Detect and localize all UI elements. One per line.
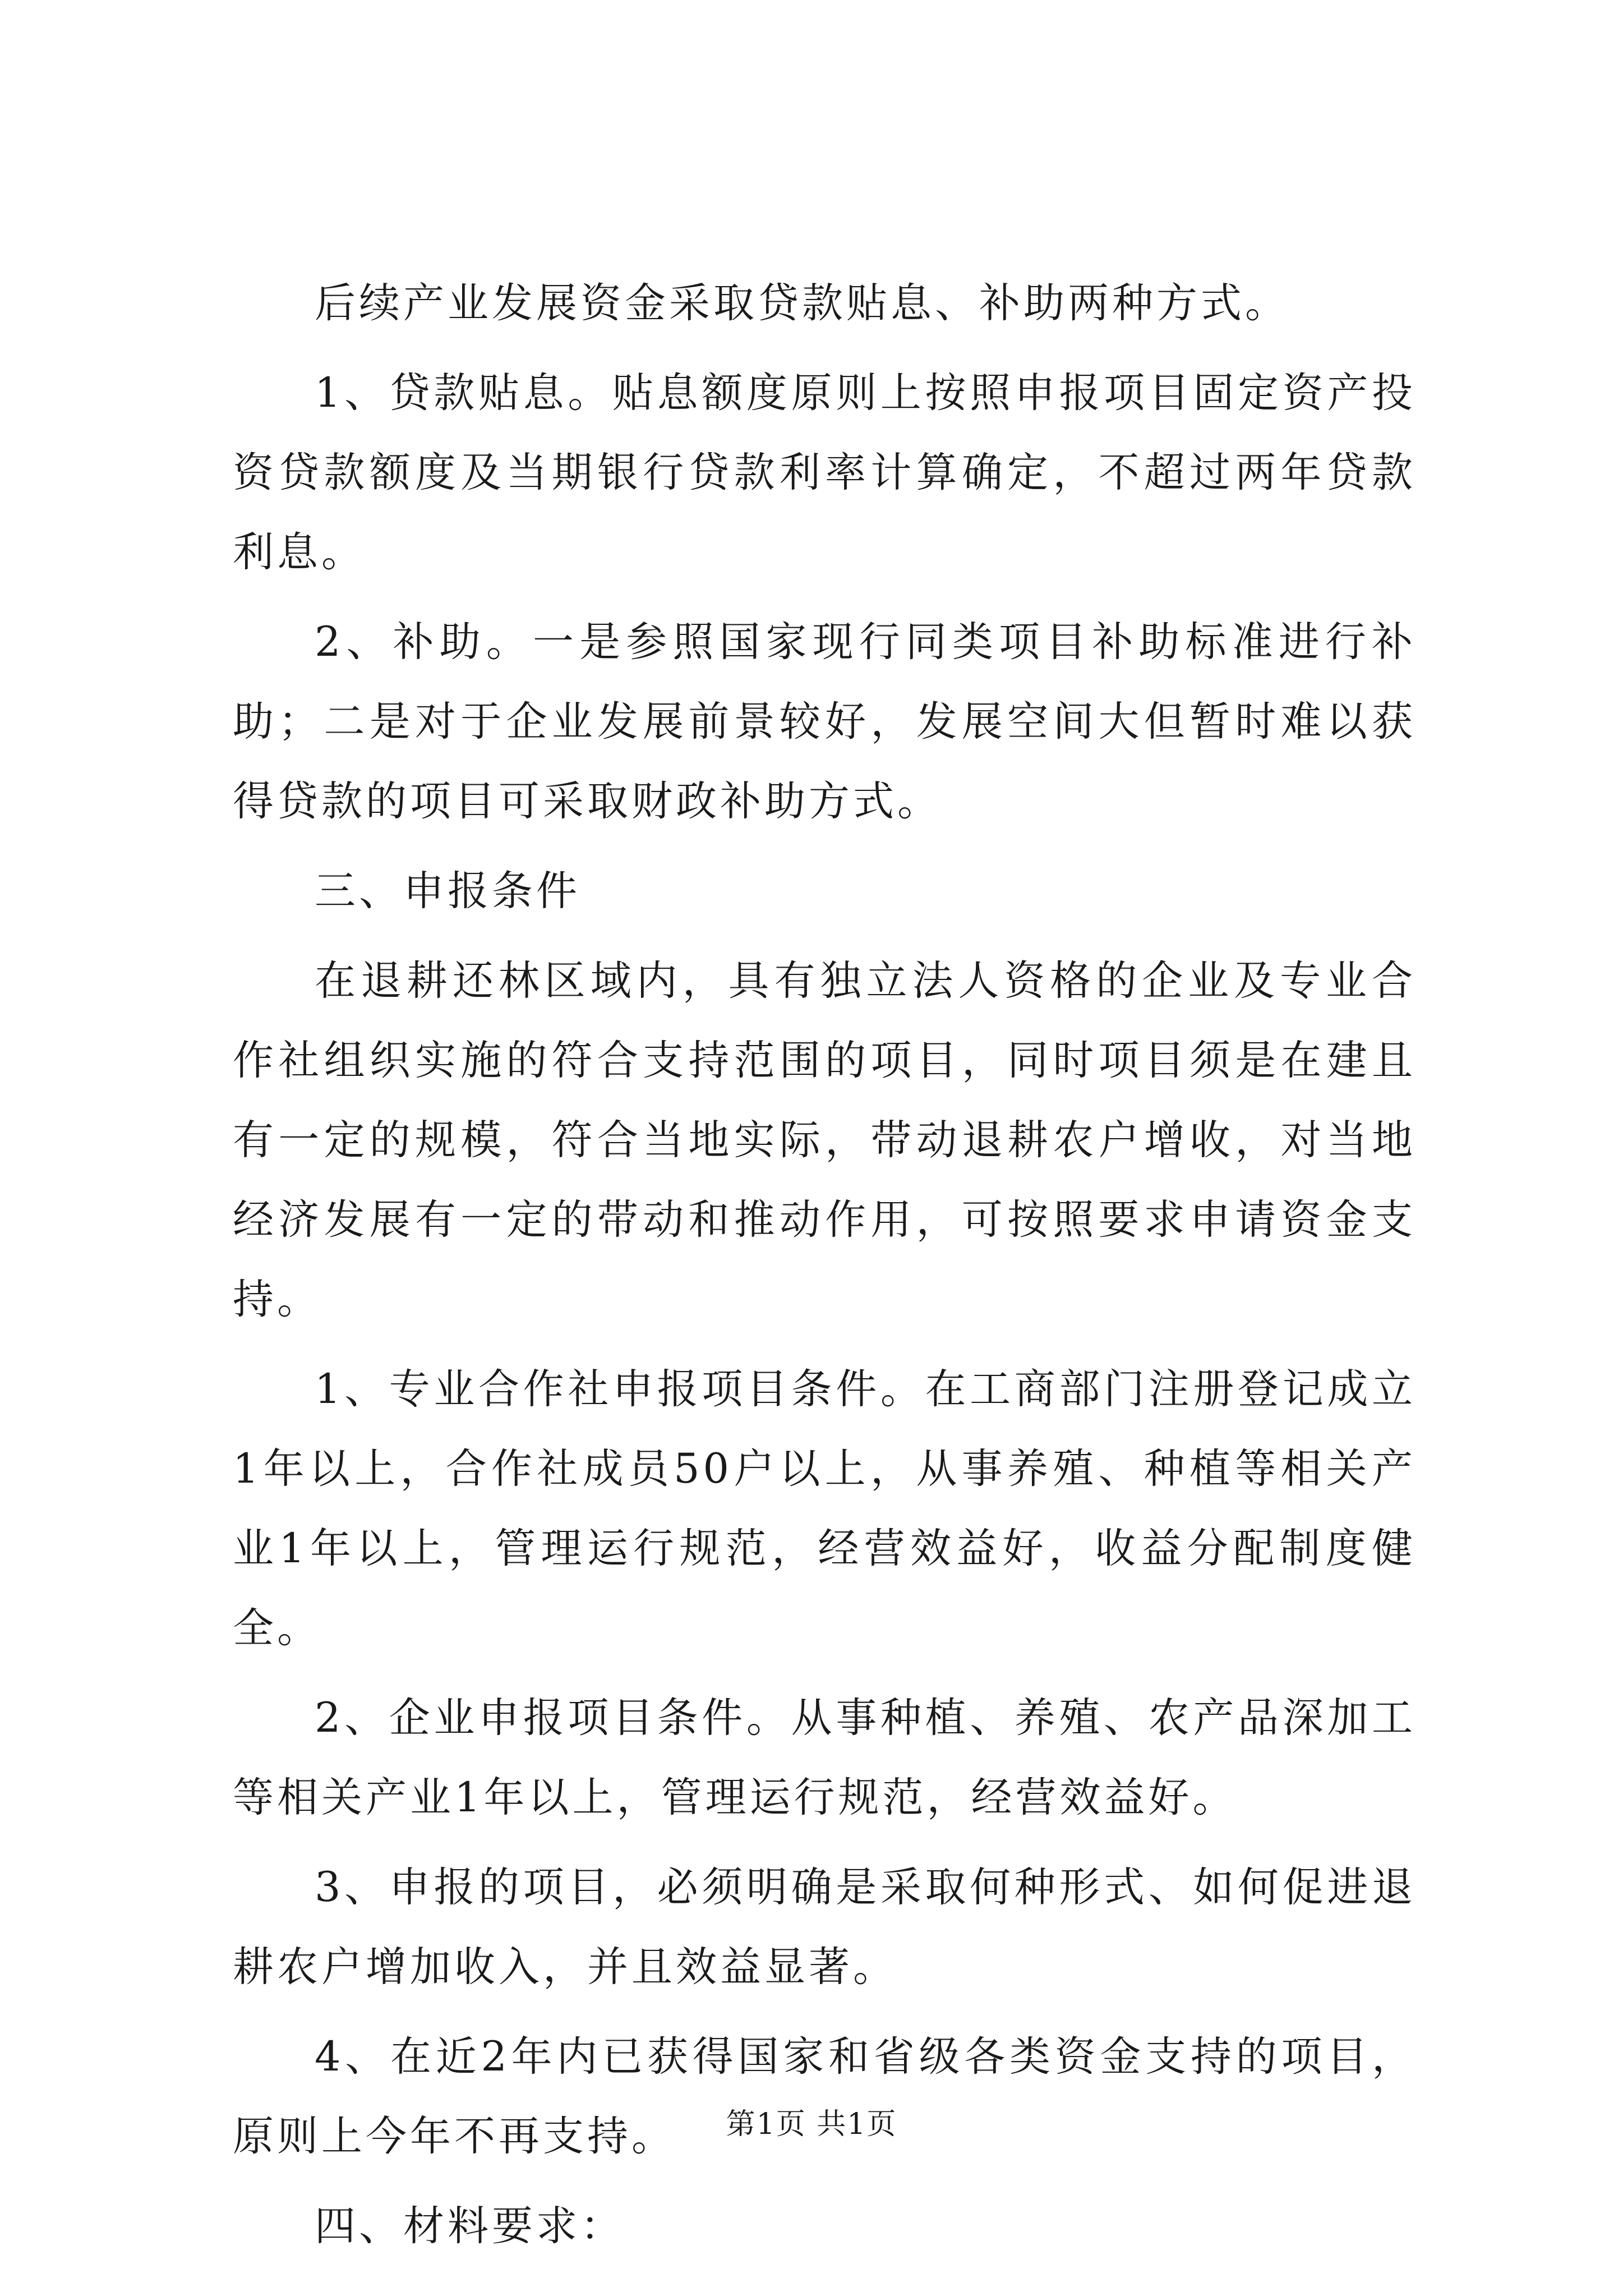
section-heading-material-requirements: 四、材料要求： [315,2202,625,2250]
paragraph-funding-methods: 后续产业发展资金采取贷款贴息、补助两种方式。 [315,279,1289,327]
page-footer: 第1页 共1页 [726,2108,897,2141]
paragraph-prior-funding-restriction: 4、在近2年内已获得国家和省级各类资金支持的项目，原则上今年不再支持。 [233,2033,1416,2160]
paragraph-cooperative-conditions: 1、专业合作社申报项目条件。在工商部门注册登记成立1年以上，合作社成员50户以上，从事养殖、种植等相关产业1年以上，管理运行规范，经营效益好，收益分配制度健全。 [233,1365,1416,1652]
paragraph-enterprise-conditions: 2、企业申报项目条件。从事种植、养殖、农产品深加工等相关产业1年以上，管理运行规范，经营效益好。 [233,1694,1416,1821]
paragraph-project-requirements: 3、申报的项目，必须明确是采取何种形式、如何促进退耕农户增加收入，并且效益显著。 [233,1864,1416,1991]
paragraph-eligibility: 在退耕还林区域内，具有独立法人资格的企业及专业合作社组织实施的符合支持范围的项目，同时项目须是在建且有一定的规模，符合当地实际，带动退耕农户增收，对当地经济发展有一定的带动和推动作用，可按照要求申请资金支持。 [233,957,1416,1323]
section-heading-application-conditions: 三、申报条件 [315,867,580,915]
paragraph-subsidy: 2、补助。一是参照国家现行同类项目补助标准进行补助；二是对于企业发展前景较好，发展空间大但暂时难以获得贷款的项目可采取财政补助方式。 [233,618,1416,825]
document-body [233,264,1416,2276]
paragraph-loan-interest-subsidy: 1、贷款贴息。贴息额度原则上按照申报项目固定资产投资贷款额度及当期银行贷款利率计算确定，不超过两年贷款利息。 [233,369,1416,576]
